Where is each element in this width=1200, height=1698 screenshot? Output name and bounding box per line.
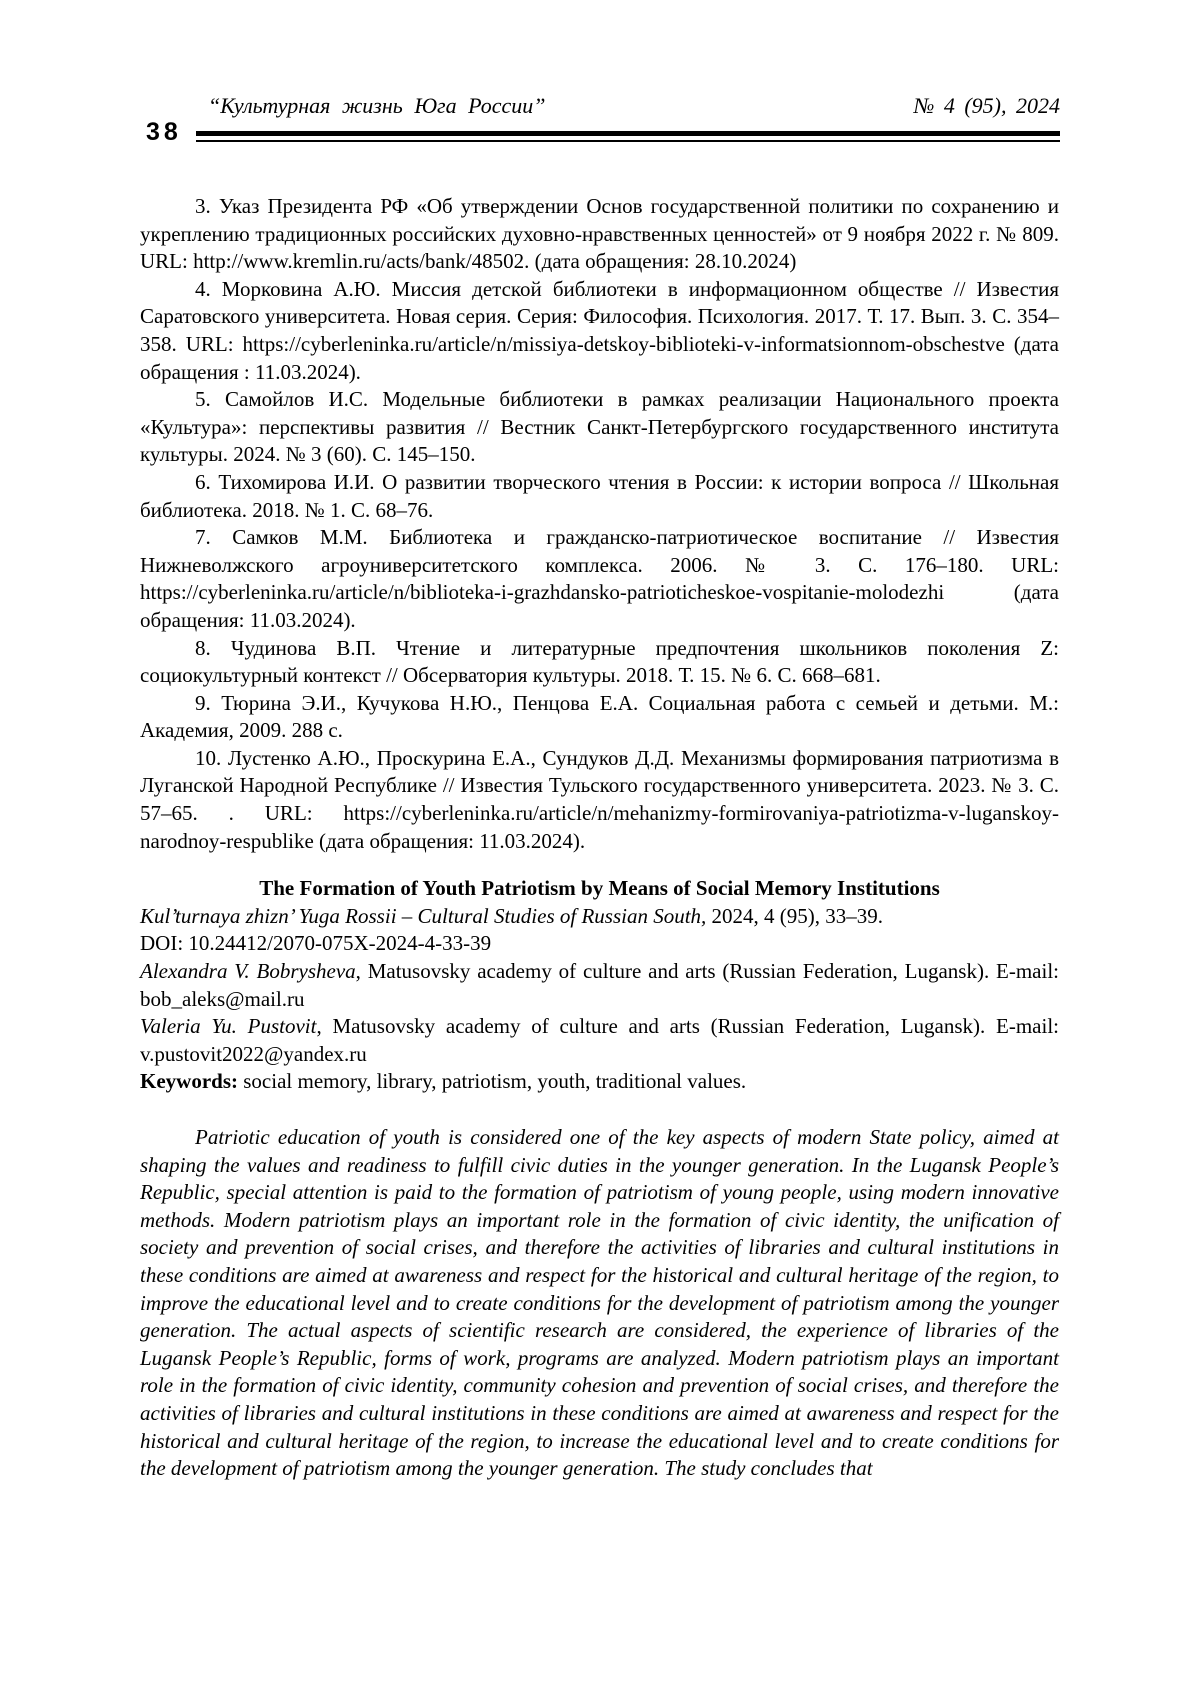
- reference-item: 9. Тюрина Э.И., Кучукова Н.Ю., Пенцова Е.А. Социальная работа с семьей и детьми. М.: Академия, 2009. 288 с.: [140, 690, 1059, 743]
- author-affiliation: , Matusovsky academy of culture and arts (Russian Federation, Lugansk). E-mail: bob_aleks@mail.ru: [140, 959, 1059, 1011]
- reference-item: 7. Самков М.М. Библиотека и гражданско-патриотическое воспитание // Известия Нижневолжского агроуниверситетского комплекса. 2006. № 3. С. 176–180. URL: https://cyberleninka.ru/article/n/biblioteka-i-grazhdansko-patrioticheskoe-vospitanie-molodezhi (дата обращения: 11.03.2024).: [140, 525, 1059, 632]
- reference-item: 6. Тихомирова И.И. О развитии творческого чтения в России: к истории вопроса // Школьная библиотека. 2018. № 1. С. 68–76.: [140, 469, 1059, 522]
- header-rule-thin: [196, 140, 1060, 142]
- author-name: Alexandra V. Bobrysheva: [140, 959, 356, 984]
- keywords-text: social memory, library, patriotism, youth, traditional values.: [238, 1069, 747, 1094]
- issue-number: № 4 (95), 2024: [913, 93, 1060, 118]
- journal-citation-line: [140, 903, 1059, 931]
- abstract-paragraph: Patriotic education of youth is considered one of the key aspects of modern State policy, aimed at shaping the values and readiness to fulfill civic duties in the younger generation. In the Lugansk People’s Republic, special attention is paid to the formation of patriotism of young people, using modern innovative methods. Modern patriotism plays an important role in the formation of civic identity, the unification of society and prevention of social crises, and therefore the activities of libraries and cultural institutions in these conditions are aimed at awareness and respect for the historical and cultural heritage of the region, to improve the educational level and to create conditions for the development of patriotism among the younger generation. The actual aspects of scientific research are considered, the experience of libraries of the Lugansk People’s Republic, forms of work, programs are analyzed. Modern patriotism plays an important role in the formation of civic identity, community cohesion and prevention of social crises, and therefore the activities of libraries and cultural institutions in these conditions are aimed at awareness and respect for the historical and cultural heritage of the region, to increase the educational level and to create conditions for the development of patriotism among the younger generation. The study concludes that: [140, 1125, 1059, 1481]
- reference-item: 4. Морковина А.Ю. Миссия детской библиотеки в информационном обществе // Известия Саратовского университета. Новая серия. Серия: Философия. Психология. 2017. Т. 17. Вып. 3. С. 354–358. URL: https://cyberleninka.ru/article/n/missiya-detskoy-biblioteki-v-informatsionnom-obschestve (дата обращения : 11.03.2024).: [140, 276, 1059, 384]
- keywords-line: [140, 1068, 1059, 1096]
- reference-item: 5. Самойлов И.С. Модельные библиотеки в рамках реализации Национального проекта «Культура»: перспективы развития // Вестник Санкт-Петербургского государственного института культуры. 2024. № 3 (60). С. 145–150.: [140, 387, 1059, 467]
- journal-citation-italic: Kul’turnaya zhizn’ Yuga Rossii – Cultural Studies of Russian South,: [140, 903, 707, 928]
- author-affiliation: , Matusovsky academy of culture and arts (Russian Federation, Lugansk). E-mail: v.pustovit2022@yandex.ru: [140, 1014, 1059, 1066]
- doi-line: DOI: 10.24412/2070-075X-2024-4-33-39: [140, 931, 492, 956]
- reference-item: 8. Чудинова В.П. Чтение и литературные предпочтения школьников поколения Z: социокультурный контекст // Обсерватория культуры. 2018. Т. 15. № 6. С. 668–681.: [140, 635, 1059, 688]
- journal-citation-rest: 2024, 4 (95), 33–39.: [706, 903, 884, 928]
- author-name: Valeria Yu. Pustovit: [140, 1014, 317, 1039]
- english-title: The Formation of Youth Patriotism by Means of Social Memory Institutions: [259, 876, 940, 901]
- journal-title: “Культурная жизнь Юга России”: [208, 93, 546, 118]
- page-content: [140, 193, 1059, 1483]
- reference-item: 10. Лустенко А.Ю., Проскурина Е.А., Сундуков Д.Д. Механизмы формирования патриотизма в Луганской Народной Республике // Известия Тульского государственного университета. 2023. № 3. С. 57–65. . URL: https://cyberleninka.ru/article/n/mehanizmy-formirovaniya-patriotizma-v-luganskoy-narodnoy-respublike (дата обращения: 11.03.2024).: [140, 745, 1059, 853]
- reference-item: 3. Указ Президента РФ «Об утверждении Основ государственной политики по сохранению и укреплению традиционных российских духовно-нравственных ценностей» от 9 ноября 2022 г. № 809. URL: http://www.kremlin.ru/acts/bank/48502. (дата обращения: 28.10.2024): [140, 194, 1059, 274]
- author-line: [140, 958, 1059, 1013]
- page-number: 38: [146, 118, 182, 146]
- author-line: [140, 1013, 1059, 1068]
- keywords-label: Keywords:: [140, 1069, 238, 1094]
- header-rule-thick: [196, 131, 1060, 136]
